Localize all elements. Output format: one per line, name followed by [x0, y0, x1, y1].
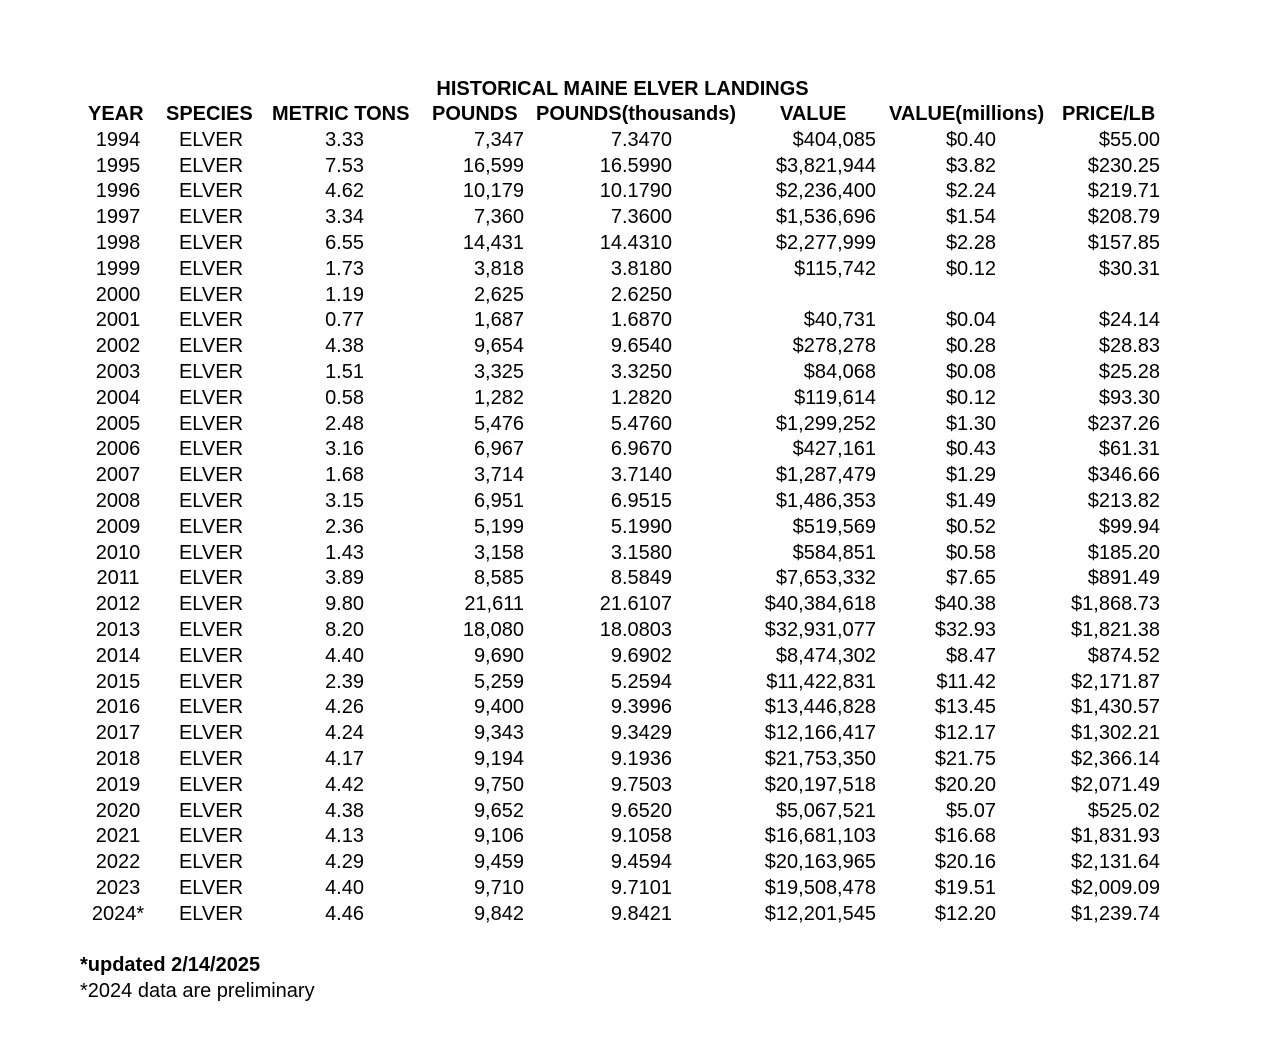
table-row: [0, 643, 1275, 669]
pounds-cell: 9,710: [473, 876, 524, 899]
updated-note: *updated 2/14/2025: [80, 954, 261, 976]
year-cell: 2000: [95, 283, 141, 306]
value-millions-cell: $7.65: [945, 567, 996, 590]
header-value: VALUE: [780, 103, 847, 125]
table-row: [0, 333, 1275, 359]
value-millions-cell: $0.12: [945, 257, 996, 280]
value-cell: $1,287,479: [775, 464, 876, 487]
pounds-cell: 8,585: [473, 567, 524, 590]
species-cell: ELVER: [178, 360, 244, 383]
value-millions-cell: $20.16: [934, 851, 996, 874]
price-per-lb-cell: $157.85: [1087, 231, 1160, 254]
value-millions-cell: $1.30: [945, 412, 996, 435]
metric-tons-cell: 4.40: [325, 876, 364, 899]
table-row: [0, 204, 1275, 230]
pounds-cell: 2,625: [473, 283, 524, 306]
species-cell: ELVER: [178, 876, 244, 899]
species-cell: ELVER: [178, 722, 244, 745]
species-cell: ELVER: [178, 309, 244, 332]
price-per-lb-cell: $99.94: [1098, 515, 1160, 538]
pounds-thousands-cell: 6.9515: [610, 489, 672, 512]
species-cell: ELVER: [178, 541, 244, 564]
price-per-lb-cell: $2,171.87: [1071, 670, 1160, 693]
pounds-cell: 5,476: [473, 412, 524, 435]
year-cell: 2007: [95, 464, 141, 487]
pounds-thousands-cell: 7.3600: [610, 206, 672, 229]
value-cell: $2,277,999: [775, 231, 876, 254]
metric-tons-cell: 4.38: [325, 335, 364, 358]
year-cell: 2024*: [91, 902, 145, 925]
table-header-row: [0, 101, 1275, 127]
year-cell: 2016: [95, 696, 141, 719]
value-cell: $16,681,103: [764, 825, 876, 848]
value-cell: $11,422,831: [766, 670, 876, 693]
species-cell: ELVER: [178, 154, 244, 177]
value-cell: $1,536,696: [775, 206, 876, 229]
value-cell: $12,166,417: [764, 722, 876, 745]
value-cell: $84,068: [803, 360, 876, 383]
price-per-lb-cell: $1,302.21: [1071, 722, 1160, 745]
year-cell: 2004: [95, 386, 141, 409]
table-row: [0, 385, 1275, 411]
value-millions-cell: $20.20: [934, 773, 996, 796]
pounds-thousands-cell: 5.4760: [610, 412, 672, 435]
table-row: [0, 798, 1275, 824]
value-millions-cell: $5.07: [945, 799, 996, 822]
metric-tons-cell: 2.48: [325, 412, 364, 435]
year-cell: 2005: [95, 412, 141, 435]
price-per-lb-cell: $2,009.09: [1071, 876, 1160, 899]
pounds-cell: 9,652: [473, 799, 524, 822]
value-millions-cell: $0.12: [945, 386, 996, 409]
price-per-lb-cell: $1,821.38: [1071, 618, 1160, 641]
pounds-cell: 9,654: [473, 335, 524, 358]
price-per-lb-cell: $230.25: [1087, 154, 1160, 177]
pounds-thousands-cell: 18.0803: [599, 618, 672, 641]
metric-tons-cell: 4.24: [325, 722, 364, 745]
pounds-thousands-cell: 3.3250: [610, 360, 672, 383]
pounds-cell: 14,431: [462, 231, 524, 254]
price-per-lb-cell: $525.02: [1087, 799, 1160, 822]
metric-tons-cell: 4.26: [325, 696, 364, 719]
header-year: YEAR: [88, 103, 144, 125]
species-cell: ELVER: [178, 231, 244, 254]
header-pounds: POUNDS: [432, 103, 518, 125]
value-millions-cell: $2.24: [945, 180, 996, 203]
species-cell: ELVER: [178, 489, 244, 512]
value-cell: $19,508,478: [764, 876, 876, 899]
metric-tons-cell: 4.62: [325, 180, 364, 203]
price-per-lb-cell: $2,071.49: [1071, 773, 1160, 796]
species-cell: ELVER: [178, 902, 244, 925]
preliminary-note: *2024 data are preliminary: [80, 980, 315, 1002]
metric-tons-cell: 4.40: [325, 644, 364, 667]
species-cell: ELVER: [178, 696, 244, 719]
pounds-thousands-cell: 3.7140: [610, 464, 672, 487]
pounds-thousands-cell: 9.7503: [610, 773, 672, 796]
table-row: [0, 901, 1275, 927]
table-row: [0, 823, 1275, 849]
value-millions-cell: $0.58: [945, 541, 996, 564]
metric-tons-cell: 1.51: [325, 360, 364, 383]
pounds-cell: 9,106: [473, 825, 524, 848]
value-millions-cell: $0.04: [945, 309, 996, 332]
pounds-thousands-cell: 3.1580: [610, 541, 672, 564]
species-cell: ELVER: [178, 618, 244, 641]
value-cell: $278,278: [792, 335, 876, 358]
header-price-per-lb: PRICE/LB: [1062, 103, 1156, 125]
table-row: [0, 282, 1275, 308]
value-millions-cell: $13.45: [934, 696, 996, 719]
metric-tons-cell: 3.34: [325, 206, 364, 229]
species-cell: ELVER: [178, 851, 244, 874]
value-cell: $8,474,302: [775, 644, 876, 667]
species-cell: ELVER: [178, 593, 244, 616]
metric-tons-cell: 3.15: [325, 489, 364, 512]
table-row: [0, 746, 1275, 772]
metric-tons-cell: 2.39: [325, 670, 364, 693]
pounds-cell: 18,080: [462, 618, 524, 641]
metric-tons-cell: 0.77: [325, 309, 364, 332]
table-row: [0, 720, 1275, 746]
year-cell: 2013: [95, 618, 141, 641]
species-cell: ELVER: [178, 180, 244, 203]
table-row: [0, 669, 1275, 695]
year-cell: 2006: [95, 438, 141, 461]
table-row: [0, 591, 1275, 617]
metric-tons-cell: 1.68: [325, 464, 364, 487]
value-millions-cell: $1.49: [945, 489, 996, 512]
value-cell: $12,201,545: [764, 902, 876, 925]
value-cell: $32,931,077: [764, 618, 876, 641]
year-cell: 2018: [95, 747, 141, 770]
year-cell: 2009: [95, 515, 141, 538]
value-millions-cell: $2.28: [945, 231, 996, 254]
table-row: [0, 436, 1275, 462]
value-cell: $584,851: [792, 541, 876, 564]
species-cell: ELVER: [178, 515, 244, 538]
year-cell: 2012: [95, 593, 141, 616]
pounds-thousands-cell: 9.1936: [610, 747, 672, 770]
year-cell: 1995: [95, 154, 141, 177]
value-cell: $13,446,828: [764, 696, 876, 719]
species-cell: ELVER: [178, 799, 244, 822]
pounds-thousands-cell: 1.6870: [610, 309, 672, 332]
value-millions-cell: $12.17: [934, 722, 996, 745]
pounds-thousands-cell: 7.3470: [610, 128, 672, 151]
value-millions-cell: $3.82: [945, 154, 996, 177]
pounds-cell: 6,951: [473, 489, 524, 512]
value-millions-cell: $0.43: [945, 438, 996, 461]
metric-tons-cell: 8.20: [325, 618, 364, 641]
value-millions-cell: $12.20: [934, 902, 996, 925]
price-per-lb-cell: $219.71: [1087, 180, 1160, 203]
value-cell: $20,163,965: [764, 851, 876, 874]
pounds-thousands-cell: 5.1990: [610, 515, 672, 538]
table-row: [0, 849, 1275, 875]
value-millions-cell: $0.40: [945, 128, 996, 151]
species-cell: ELVER: [178, 128, 244, 151]
pounds-cell: 9,690: [473, 644, 524, 667]
metric-tons-cell: 0.58: [325, 386, 364, 409]
pounds-thousands-cell: 9.7101: [610, 876, 672, 899]
price-per-lb-cell: $874.52: [1087, 644, 1160, 667]
year-cell: 2023: [95, 876, 141, 899]
year-cell: 2010: [95, 541, 141, 564]
pounds-cell: 21,611: [464, 593, 524, 616]
pounds-thousands-cell: 9.6902: [610, 644, 672, 667]
pounds-thousands-cell: 14.4310: [599, 231, 672, 254]
value-cell: $427,161: [792, 438, 876, 461]
table-row: [0, 875, 1275, 901]
value-millions-cell: $0.28: [945, 335, 996, 358]
price-per-lb-cell: $1,868.73: [1071, 593, 1160, 616]
table-row: [0, 411, 1275, 437]
price-per-lb-cell: $1,430.57: [1071, 696, 1160, 719]
table-row: [0, 307, 1275, 333]
value-millions-cell: $0.52: [945, 515, 996, 538]
metric-tons-cell: 4.38: [325, 799, 364, 822]
landings-table: [0, 101, 1275, 927]
year-cell: 1998: [95, 231, 141, 254]
price-per-lb-cell: $30.31: [1098, 257, 1160, 280]
pounds-cell: 9,459: [473, 851, 524, 874]
table-row: [0, 153, 1275, 179]
pounds-cell: 9,400: [473, 696, 524, 719]
value-cell: $7,653,332: [775, 567, 876, 590]
year-cell: 2001: [95, 309, 141, 332]
price-per-lb-cell: $24.14: [1098, 309, 1160, 332]
pounds-thousands-cell: 9.4594: [610, 851, 672, 874]
metric-tons-cell: 4.17: [325, 747, 364, 770]
year-cell: 1994: [95, 128, 141, 151]
pounds-cell: 6,967: [473, 438, 524, 461]
pounds-cell: 9,343: [473, 722, 524, 745]
table-row: [0, 540, 1275, 566]
price-per-lb-cell: $93.30: [1098, 386, 1160, 409]
value-cell: $40,384,618: [764, 593, 876, 616]
value-millions-cell: $19.51: [934, 876, 996, 899]
metric-tons-cell: 3.33: [325, 128, 364, 151]
price-per-lb-cell: $28.83: [1098, 335, 1160, 358]
year-cell: 2008: [95, 489, 141, 512]
year-cell: 1997: [95, 206, 141, 229]
species-cell: ELVER: [178, 257, 244, 280]
year-cell: 2017: [95, 722, 141, 745]
pounds-cell: 7,360: [473, 206, 524, 229]
value-millions-cell: $8.47: [945, 644, 996, 667]
pounds-cell: 9,842: [473, 902, 524, 925]
table-row: [0, 772, 1275, 798]
pounds-thousands-cell: 9.1058: [610, 825, 672, 848]
pounds-cell: 9,750: [473, 773, 524, 796]
price-per-lb-cell: $185.20: [1087, 541, 1160, 564]
metric-tons-cell: 9.80: [325, 593, 364, 616]
pounds-thousands-cell: 6.9670: [610, 438, 672, 461]
table-row: [0, 514, 1275, 540]
metric-tons-cell: 4.29: [325, 851, 364, 874]
species-cell: ELVER: [178, 283, 244, 306]
pounds-thousands-cell: 9.3429: [610, 722, 672, 745]
metric-tons-cell: 3.16: [325, 438, 364, 461]
pounds-cell: 7,347: [473, 128, 524, 151]
price-per-lb-cell: $25.28: [1098, 360, 1160, 383]
pounds-cell: 1,687: [473, 309, 524, 332]
price-per-lb-cell: $2,366.14: [1071, 747, 1160, 770]
value-cell: $2,236,400: [775, 180, 876, 203]
species-cell: ELVER: [178, 825, 244, 848]
pounds-thousands-cell: 5.2594: [610, 670, 672, 693]
pounds-thousands-cell: 9.6540: [610, 335, 672, 358]
value-cell: $1,299,252: [775, 412, 876, 435]
price-per-lb-cell: $891.49: [1087, 567, 1160, 590]
table-row: [0, 178, 1275, 204]
pounds-cell: 3,325: [473, 360, 524, 383]
value-millions-cell: $1.29: [945, 464, 996, 487]
species-cell: ELVER: [178, 644, 244, 667]
pounds-thousands-cell: 1.2820: [610, 386, 672, 409]
species-cell: ELVER: [178, 464, 244, 487]
header-value-millions: VALUE(millions): [889, 103, 1045, 125]
pounds-thousands-cell: 21.6107: [599, 593, 672, 616]
metric-tons-cell: 1.43: [325, 541, 364, 564]
pounds-thousands-cell: 9.8421: [610, 902, 672, 925]
pounds-cell: 1,282: [473, 386, 524, 409]
table-row: [0, 256, 1275, 282]
value-cell: $40,731: [803, 309, 876, 332]
species-cell: ELVER: [178, 386, 244, 409]
value-millions-cell: $11.42: [936, 670, 996, 693]
price-per-lb-cell: $346.66: [1087, 464, 1160, 487]
table-row: [0, 359, 1275, 385]
pounds-thousands-cell: 10.1790: [599, 180, 672, 203]
table-row: [0, 127, 1275, 153]
pounds-cell: 9,194: [473, 747, 524, 770]
pounds-thousands-cell: 9.6520: [610, 799, 672, 822]
pounds-thousands-cell: 3.8180: [610, 257, 672, 280]
table-row: [0, 230, 1275, 256]
pounds-cell: 3,714: [473, 464, 524, 487]
value-millions-cell: $1.54: [945, 206, 996, 229]
metric-tons-cell: 4.13: [325, 825, 364, 848]
price-per-lb-cell: $1,239.74: [1071, 902, 1160, 925]
metric-tons-cell: 7.53: [325, 154, 364, 177]
value-cell: $3,821,944: [775, 154, 876, 177]
table-body: [0, 127, 1275, 927]
year-cell: 2002: [95, 335, 141, 358]
value-cell: $404,085: [792, 128, 876, 151]
pounds-thousands-cell: 8.5849: [610, 567, 672, 590]
metric-tons-cell: 2.36: [325, 515, 364, 538]
table-row: [0, 694, 1275, 720]
year-cell: 2021: [95, 825, 141, 848]
value-cell: $1,486,353: [775, 489, 876, 512]
year-cell: 2011: [96, 567, 140, 590]
value-millions-cell: $16.68: [934, 825, 996, 848]
price-per-lb-cell: $1,831.93: [1071, 825, 1160, 848]
metric-tons-cell: 1.73: [325, 257, 364, 280]
pounds-cell: 3,818: [473, 257, 524, 280]
value-millions-cell: $21.75: [934, 747, 996, 770]
metric-tons-cell: 4.42: [325, 773, 364, 796]
pounds-cell: 3,158: [473, 541, 524, 564]
species-cell: ELVER: [178, 670, 244, 693]
species-cell: ELVER: [178, 438, 244, 461]
table-row: [0, 488, 1275, 514]
price-per-lb-cell: $2,131.64: [1071, 851, 1160, 874]
table-row: [0, 462, 1275, 488]
value-millions-cell: $32.93: [934, 618, 996, 641]
header-species: SPECIES: [166, 103, 253, 125]
pounds-thousands-cell: 16.5990: [599, 154, 672, 177]
header-metric-tons: METRIC TONS: [272, 103, 410, 125]
price-per-lb-cell: $61.31: [1098, 438, 1160, 461]
metric-tons-cell: 3.89: [325, 567, 364, 590]
price-per-lb-cell: $213.82: [1087, 489, 1160, 512]
metric-tons-cell: 4.46: [325, 902, 364, 925]
year-cell: 1999: [95, 257, 141, 280]
species-cell: ELVER: [178, 747, 244, 770]
species-cell: ELVER: [178, 412, 244, 435]
year-cell: 1996: [95, 180, 141, 203]
pounds-thousands-cell: 2.6250: [610, 283, 672, 306]
value-cell: $21,753,350: [764, 747, 876, 770]
species-cell: ELVER: [178, 773, 244, 796]
header-pounds-thousands: POUNDS(thousands): [536, 103, 736, 125]
pounds-thousands-cell: 9.3996: [610, 696, 672, 719]
year-cell: 2003: [95, 360, 141, 383]
table-row: [0, 617, 1275, 643]
pounds-cell: 5,259: [473, 670, 524, 693]
value-millions-cell: $0.08: [945, 360, 996, 383]
value-cell: $20,197,518: [764, 773, 876, 796]
year-cell: 2020: [95, 799, 141, 822]
year-cell: 2019: [95, 773, 141, 796]
price-per-lb-cell: $55.00: [1098, 128, 1160, 151]
year-cell: 2015: [95, 670, 141, 693]
value-millions-cell: $40.38: [934, 593, 996, 616]
species-cell: ELVER: [178, 567, 244, 590]
year-cell: 2014: [95, 644, 141, 667]
species-cell: ELVER: [178, 206, 244, 229]
pounds-cell: 5,199: [473, 515, 524, 538]
species-cell: ELVER: [178, 335, 244, 358]
pounds-cell: 16,599: [462, 154, 524, 177]
metric-tons-cell: 6.55: [325, 231, 364, 254]
value-cell: $519,569: [792, 515, 876, 538]
table-row: [0, 565, 1275, 591]
price-per-lb-cell: $237.26: [1087, 412, 1160, 435]
year-cell: 2022: [95, 851, 141, 874]
value-cell: $5,067,521: [775, 799, 876, 822]
price-per-lb-cell: $208.79: [1087, 206, 1160, 229]
metric-tons-cell: 1.19: [325, 283, 364, 306]
pounds-cell: 10,179: [462, 180, 524, 203]
value-cell: $115,742: [794, 257, 876, 280]
value-cell: $119,614: [794, 386, 876, 409]
page-title: HISTORICAL MAINE ELVER LANDINGS: [436, 78, 809, 100]
